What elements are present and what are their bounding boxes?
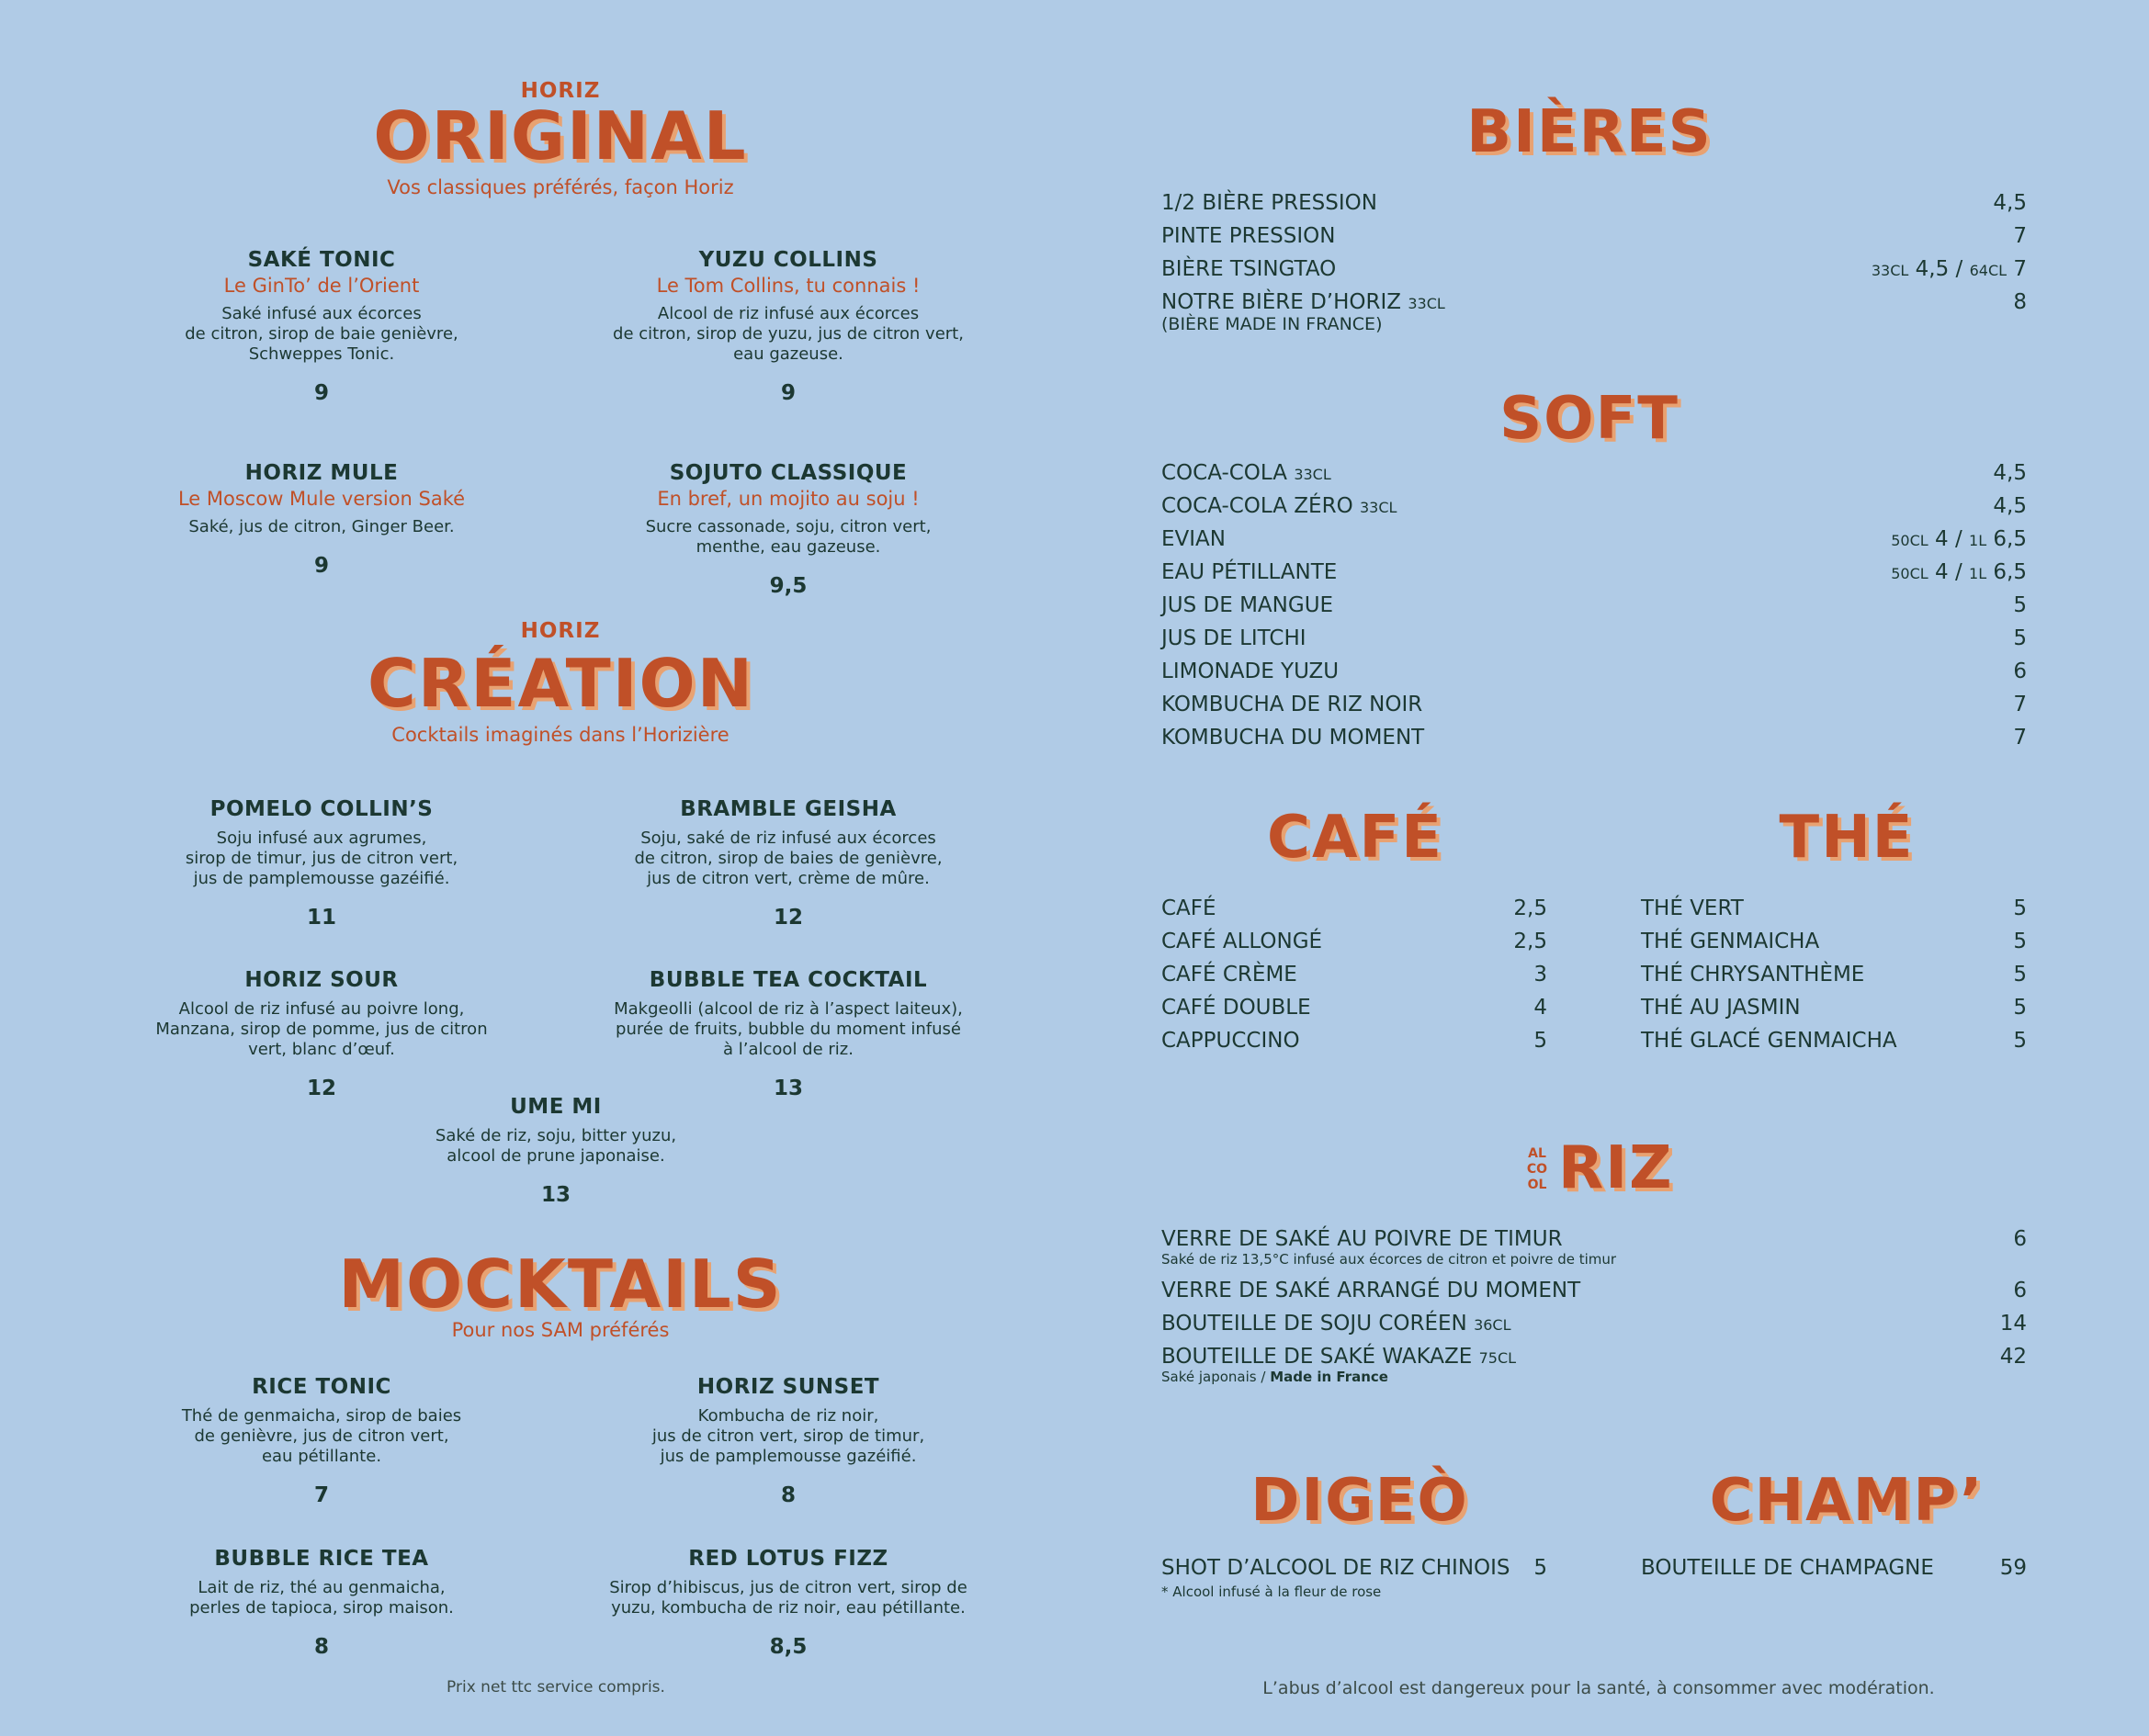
item-price: 4,5	[1993, 461, 2027, 485]
item-note: * Alcool infusé à la fleur de rose	[1161, 1584, 1382, 1600]
item-name: CAFÉ	[1161, 896, 1216, 920]
drink-description: Soju infusé aux agrumes, sirop de timur, jus de citron vert, jus de pamplemousse gazéifié.	[185, 829, 458, 888]
item-name: CAFÉ CRÈME	[1161, 963, 1297, 986]
soft-list	[1161, 461, 2027, 759]
drink-description: Saké infusé aux écorces de citron, sirop de baie genièvre, Schweppes Tonic.	[185, 304, 458, 364]
drink-description: Makgeolli (alcool de riz à l’aspect laiteux), purée de fruits, bubble du moment infusé à l’alcool de riz.	[614, 999, 963, 1059]
item-price: 5	[2013, 896, 2027, 920]
item-price: 7	[2013, 224, 2027, 248]
creation-brand-label: HORIZ	[520, 619, 601, 643]
item-price: 5	[2013, 996, 2027, 1020]
item-price: 8	[2013, 290, 2027, 314]
item-name: EVIAN	[1161, 527, 1226, 551]
drink-name: HORIZ SUNSET	[696, 1375, 880, 1399]
bieres-title: BIÈRES	[1466, 98, 1713, 166]
item-name: JUS DE MANGUE	[1161, 593, 1334, 617]
list-item	[1641, 1556, 2027, 1589]
drink-price: 7	[313, 1483, 329, 1507]
drink-item	[595, 461, 981, 598]
drink-item	[595, 248, 981, 405]
drink-description: Thé de genmaicha, sirop de baies de genièvre, jus de citron vert, eau pétillante.	[181, 1406, 462, 1466]
champ-list	[1641, 1556, 2027, 1589]
drink-item	[595, 797, 981, 930]
drink-price: 8	[313, 1635, 329, 1659]
item-name: CAFÉ ALLONGÉ	[1161, 930, 1323, 953]
list-item	[1161, 560, 2027, 593]
item-name: BOUTEILLE DE SOJU CORÉEN 36CL	[1161, 1312, 1511, 1336]
price-footer-note: Prix net ttc service compris.	[447, 1678, 665, 1697]
drink-subtitle: Le GinTo’ de l’Orient	[223, 275, 420, 297]
drink-price: 8,5	[769, 1635, 808, 1659]
item-price: 5	[1533, 1556, 1547, 1580]
drink-item	[595, 1375, 981, 1507]
bieres-list	[1161, 191, 2027, 334]
item-price: 4,5	[1993, 191, 2027, 215]
item-name: EAU PÉTILLANTE	[1161, 560, 1338, 584]
cafe-list	[1161, 896, 1547, 1062]
item-name: COCA-COLA 33CL	[1161, 461, 1331, 485]
the-title: THÉ	[1779, 804, 1915, 872]
drink-description: Saké de riz, soju, bitter yuzu, alcool de prune japonaise.	[435, 1126, 677, 1166]
list-item	[1641, 930, 2027, 963]
drink-description: Saké, jus de citron, Ginger Beer.	[188, 517, 455, 536]
alcool-prefix: AL CO OL	[1526, 1146, 1548, 1192]
list-item	[1161, 693, 2027, 726]
item-price: 59	[1999, 1556, 2027, 1580]
drink-description: Lait de riz, thé au genmaicha, perles de tapioca, sirop maison.	[189, 1578, 454, 1618]
item-price: 5	[1533, 1029, 1547, 1053]
cafe-title: CAFÉ	[1267, 804, 1443, 872]
drink-item	[129, 968, 515, 1100]
creation-tagline: Cocktails imaginés dans l’Horizière	[391, 724, 730, 746]
drink-item	[363, 1095, 749, 1207]
item-price: 50CL 4 / 1L 6,5	[1891, 527, 2027, 551]
item-name: LIMONADE YUZU	[1161, 659, 1340, 683]
item-name: JUS DE LITCHI	[1161, 626, 1306, 650]
item-name: VERRE DE SAKÉ AU POIVRE DE TIMUR	[1161, 1227, 1563, 1251]
item-price: 2,5	[1513, 930, 1547, 953]
item-price: 7	[2013, 726, 2027, 750]
list-item	[1161, 1227, 2027, 1251]
item-price: 5	[2013, 963, 2027, 986]
list-item	[1161, 257, 2027, 290]
item-subtitle: Saké de riz 13,5°C infusé aux écorces de citron et poivre de timur	[1161, 1251, 1617, 1268]
creation-title: CRÉATION	[368, 645, 754, 722]
drink-description: Sirop d’hibiscus, jus de citron vert, sirop de yuzu, kombucha de riz noir, eau pétillante.	[609, 1578, 967, 1618]
item-price: 5	[2013, 1029, 2027, 1053]
drink-item	[129, 1375, 515, 1507]
digeo-title: DIGEÒ	[1250, 1467, 1469, 1535]
drink-name: BUBBLE RICE TEA	[214, 1547, 429, 1571]
item-price: 3	[1533, 963, 1547, 986]
drink-name: POMELO COLLIN’S	[209, 797, 434, 821]
list-item	[1161, 930, 1547, 963]
the-list	[1641, 896, 2027, 1062]
list-item	[1641, 896, 2027, 930]
drink-price: 12	[306, 1077, 336, 1100]
mocktails-title: MOCKTAILS	[338, 1246, 783, 1323]
list-item	[1161, 527, 2027, 560]
drink-subtitle: Le Moscow Mule version Saké	[177, 488, 466, 510]
item-name: KOMBUCHA DU MOMENT	[1161, 726, 1425, 750]
list-item	[1161, 963, 1547, 996]
riz-title: RIZ	[1558, 1134, 1674, 1202]
list-item	[1161, 494, 2027, 527]
item-name: THÉ CHRYSANTHÈME	[1641, 963, 1865, 986]
soft-title: SOFT	[1499, 385, 1680, 453]
item-price: 5	[2013, 930, 2027, 953]
item-name: THÉ GLACÉ GENMAICHA	[1641, 1029, 1897, 1053]
item-name: KOMBUCHA DE RIZ NOIR	[1161, 693, 1423, 716]
item-price: 5	[2013, 626, 2027, 650]
item-name: CAFÉ DOUBLE	[1161, 996, 1311, 1020]
drink-price: 9	[780, 381, 796, 405]
list-item	[1161, 996, 1547, 1029]
drink-item	[129, 461, 515, 578]
list-item	[1161, 1029, 1547, 1062]
drink-name: YUZU COLLINS	[698, 248, 878, 272]
drink-price: 8	[780, 1483, 796, 1507]
drink-name: UME MI	[510, 1095, 602, 1119]
list-item	[1161, 461, 2027, 494]
drink-description: Kombucha de riz noir, jus de citron vert, sirop de timur, jus de pamplemousse gazéifié.	[651, 1406, 925, 1466]
list-item	[1641, 996, 2027, 1029]
item-name: THÉ AU JASMIN	[1641, 996, 1801, 1020]
item-price: 5	[2013, 593, 2027, 617]
mocktails-tagline: Pour nos SAM préférés	[451, 1319, 670, 1341]
drink-item	[595, 1547, 981, 1659]
drink-name: HORIZ SOUR	[244, 968, 399, 992]
item-name: THÉ VERT	[1641, 896, 1744, 920]
item-price: 50CL 4 / 1L 6,5	[1891, 560, 2027, 584]
drink-description: Alcool de riz infusé au poivre long, Manzana, sirop de pomme, jus de citron vert, blanc d’œuf.	[155, 999, 488, 1059]
list-item	[1161, 593, 2027, 626]
item-name: BOUTEILLE DE CHAMPAGNE	[1641, 1556, 1934, 1580]
item-name: NOTRE BIÈRE D’HORIZ 33CL	[1161, 290, 1445, 314]
drink-price: 9	[313, 381, 329, 405]
list-item	[1161, 191, 2027, 224]
list-item	[1641, 1029, 2027, 1062]
item-price: 6	[2013, 659, 2027, 683]
drink-item	[129, 1547, 515, 1659]
item-name: CAPPUCCINO	[1161, 1029, 1300, 1053]
list-item	[1161, 896, 1547, 930]
drink-name: SAKÉ TONIC	[247, 248, 396, 272]
item-price: 4,5	[1993, 494, 2027, 518]
item-price: 2,5	[1513, 896, 1547, 920]
item-price: 42	[1999, 1345, 2027, 1369]
champ-title: CHAMP’	[1709, 1467, 1985, 1535]
list-item	[1161, 1345, 2027, 1369]
item-price: 14	[1999, 1312, 2027, 1336]
drink-price: 13	[773, 1077, 803, 1100]
item-price: 7	[2013, 693, 2027, 716]
item-price: 33CL 4,5 / 64CL 7	[1871, 257, 2027, 281]
drink-price: 12	[773, 906, 803, 930]
list-item	[1161, 726, 2027, 759]
list-item	[1161, 626, 2027, 659]
drink-description: Sucre cassonade, soju, citron vert, menthe, eau gazeuse.	[645, 517, 932, 557]
item-subtitle: Saké japonais / Made in France	[1161, 1369, 1388, 1385]
list-item	[1161, 1556, 1547, 1584]
item-subtitle: (BIÈRE MADE IN FRANCE)	[1161, 314, 1383, 334]
item-name: COCA-COLA ZÉRO 33CL	[1161, 494, 1397, 518]
item-name: 1/2 BIÈRE PRESSION	[1161, 191, 1377, 215]
drink-name: RED LOTUS FIZZ	[688, 1547, 888, 1571]
alcohol-warning-footer: L’abus d’alcool est dangereux pour la santé, à consommer avec modération.	[1262, 1678, 1935, 1698]
drink-price: 9	[313, 554, 329, 578]
item-price: 6	[2013, 1227, 2027, 1251]
drink-name: HORIZ MULE	[244, 461, 399, 485]
drink-name: SOJUTO CLASSIQUE	[669, 461, 908, 485]
original-brand-label: HORIZ	[520, 79, 601, 103]
drink-price: 11	[306, 906, 336, 930]
drink-price: 9,5	[769, 574, 808, 598]
item-price: 4	[1533, 996, 1547, 1020]
riz-list	[1161, 1227, 2027, 1385]
item-price: 6	[2013, 1279, 2027, 1302]
list-item	[1161, 659, 2027, 693]
original-title: ORIGINAL	[373, 97, 748, 175]
list-item	[1161, 224, 2027, 257]
item-name: PINTE PRESSION	[1161, 224, 1336, 248]
drink-item	[129, 797, 515, 930]
item-name: SHOT D’ALCOOL DE RIZ CHINOIS	[1161, 1556, 1510, 1580]
item-name: BIÈRE TSINGTAO	[1161, 257, 1337, 281]
drink-item	[595, 968, 981, 1100]
drink-name: RICE TONIC	[252, 1375, 391, 1399]
drink-subtitle: Le Tom Collins, tu connais !	[656, 275, 921, 297]
list-item	[1161, 290, 2027, 314]
drink-description: Alcool de riz infusé aux écorces de citron, sirop de yuzu, jus de citron vert, eau gazeuse.	[613, 304, 964, 364]
drink-name: BUBBLE TEA COCKTAIL	[649, 968, 928, 992]
item-name: THÉ GENMAICHA	[1641, 930, 1820, 953]
drink-subtitle: En bref, un mojito au soju !	[657, 488, 920, 510]
drink-description: Soju, saké de riz infusé aux écorces de citron, sirop de baies de genièvre, jus de citron vert, crème de mûre.	[634, 829, 943, 888]
item-name: VERRE DE SAKÉ ARRANGÉ DU MOMENT	[1161, 1279, 1581, 1302]
original-tagline: Vos classiques préférés, façon Horiz	[387, 176, 734, 198]
drink-price: 13	[540, 1183, 571, 1207]
digeo-list	[1161, 1556, 1547, 1600]
item-name: BOUTEILLE DE SAKÉ WAKAZE 75CL	[1161, 1345, 1517, 1369]
list-item	[1161, 1279, 2027, 1312]
drink-name: BRAMBLE GEISHA	[680, 797, 897, 821]
list-item	[1641, 963, 2027, 996]
drink-item	[129, 248, 515, 405]
list-item	[1161, 1312, 2027, 1345]
